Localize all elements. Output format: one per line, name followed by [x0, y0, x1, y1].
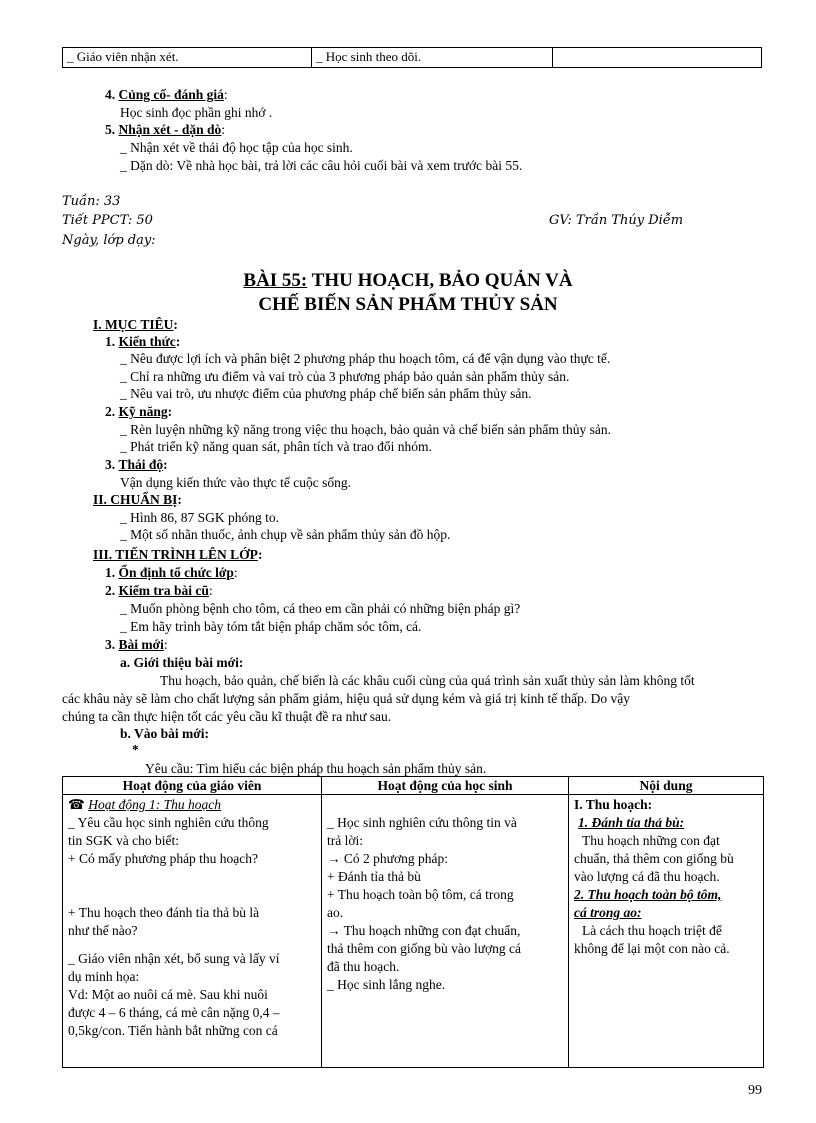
spacer	[68, 940, 316, 950]
table-cell	[553, 48, 762, 68]
skills-heading: 2. Kỹ năng:	[105, 404, 173, 419]
step-2-heading	[105, 582, 213, 600]
section-number: 1.	[105, 565, 116, 580]
content-cell	[569, 795, 764, 1068]
section-title: Kiểm tra bài cũ	[118, 583, 209, 598]
cell-line: _ Học sinh lắng nghe.	[327, 977, 446, 992]
star-marker: *	[132, 742, 139, 757]
week-label: Tuần: 33	[62, 194, 121, 209]
date-label: Ngày, lớp dạy:	[62, 233, 156, 248]
step-1-heading	[105, 564, 238, 582]
table-row	[63, 795, 764, 1068]
section-number: 3.	[105, 457, 116, 472]
section-number: 5.	[105, 122, 116, 137]
phone-icon: ☎	[68, 797, 85, 812]
cell-line: _ Yêu cầu học sinh nghiên cứu thông	[68, 815, 269, 830]
intro-heading: a. Giới thiệu bài mới:	[120, 655, 244, 670]
cell-line: thả thêm con giống bù vào lượng cá	[327, 941, 522, 956]
progress-heading: III. TIẾN TRÌNH LÊN LỚP:	[93, 547, 263, 562]
skills-item: _ Rèn luyện những kỹ năng trong việc thu hoạch, bảo quản và chế biến sản phẩm thủy sản.	[120, 422, 611, 437]
lesson-title-line-2: CHẾ BIẾN SẢN PHẨM THỦY SẢN	[258, 294, 558, 315]
cell-line: 0,5kg/con. Tiến hành bắt những con cá	[68, 1023, 278, 1038]
page-number: 99	[748, 1083, 762, 1098]
cell-line: đã thu hoạch.	[327, 959, 400, 974]
knowledge-item: _ Nêu được lợi ích và phân biệt 2 phương pháp thu hoạch tôm, cá để vận dụng vào thực tế.	[120, 351, 611, 366]
prep-item: _ Hình 86, 87 SGK phóng to.	[120, 510, 280, 525]
section-5-line-1: _ Nhận xét về thái độ học tập của học sinh.	[120, 140, 353, 155]
intro-line: chúng ta cần thực hiện tốt các yêu cầu kĩ thuật đề ra như sau.	[62, 709, 392, 724]
step-3-heading	[105, 636, 168, 654]
heading-text: II. CHUẨN BỊ	[93, 492, 178, 507]
spacer	[68, 868, 316, 904]
section-title: Kỹ năng	[118, 404, 168, 419]
knowledge-heading: 1. Kiến thức:	[105, 334, 181, 349]
activity-title	[68, 796, 316, 814]
cell-line: + Thu hoạch toàn bộ tôm, cá trong	[327, 887, 514, 902]
attitude-heading: 3. Thái độ:	[105, 457, 168, 472]
cell-line: + Có mấy phương pháp thu hoạch?	[68, 851, 259, 866]
section-number: 1.	[105, 334, 116, 349]
period-label: Tiết PPCT: 50	[62, 213, 153, 228]
heading-text: I. MỤC TIÊU	[93, 317, 174, 332]
cell-line: Vd: Một ao nuôi cá mè. Sau khi nuôi	[68, 987, 268, 1002]
lesson-title: THU HOẠCH, BẢO QUẢN VÀ	[307, 270, 573, 291]
student-cell	[322, 795, 569, 1068]
cell-line: vào lượng cá đã thu hoạch.	[574, 869, 720, 884]
section-title: Bài mới	[118, 637, 164, 652]
table-header-row	[63, 777, 764, 795]
activity-label: Hoạt động 1: Thu hoạch	[88, 797, 221, 812]
section-title: Ổn định tổ chức lớp	[118, 565, 234, 580]
knowledge-item: _ Chỉ ra những ưu điểm và vai trò của 3 phương pháp bảo quản sản phẩm thủy sản.	[120, 369, 570, 384]
colon: :	[223, 87, 228, 102]
spacer	[327, 796, 563, 814]
cell-line: trả lời:	[327, 833, 364, 848]
section-number: 2.	[105, 404, 116, 419]
intro-line: các khâu này sẽ làm cho chất lượng sản phẩm giảm, hiệu quả sử dụng kém và giá trị kinh tế thấp. Do vậy	[62, 691, 630, 706]
content-subheading: 1. Đánh tỉa thả bù:	[578, 815, 685, 830]
colon: :	[221, 122, 226, 137]
enter-heading: b. Vào bài mới:	[120, 726, 209, 741]
table-cell: _ Giáo viên nhận xét.	[63, 48, 312, 68]
cell-line: chuẩn, thả thêm con giống bù	[574, 851, 734, 866]
section-title: Nhận xét - dặn dò	[118, 122, 222, 137]
cell-line: không để lại một con nào cả.	[574, 941, 730, 956]
lesson-number: BÀI 55:	[243, 270, 308, 291]
content-heading	[574, 796, 758, 814]
column-header: Hoạt động của giáo viên	[63, 777, 322, 795]
review-question: _ Em hãy trình bày tóm tắt biện pháp chăm sóc tôm, cá.	[120, 619, 422, 634]
heading-text: III. TIẾN TRÌNH LÊN LỚP	[93, 547, 258, 562]
cell-line: Thu hoạch những con đạt	[582, 833, 720, 848]
knowledge-item: _ Nêu vai trò, ưu nhược điểm của phương pháp chế biến sản phẩm thủy sản.	[120, 386, 532, 401]
section-number: 4.	[105, 87, 116, 102]
cell-line: được 4 – 6 tháng, cá mè cân nặng 0,4 –	[68, 1005, 280, 1020]
objectives-heading: I. MỤC TIÊU:	[93, 317, 178, 332]
section-title: Thái độ	[118, 457, 164, 472]
skills-item: _ Phát triển kỹ năng quan sát, phân tích và trao đổi nhóm.	[120, 439, 432, 454]
content-heading-text: I. Thu hoạch:	[574, 797, 653, 812]
section-5-line-2: _ Dặn dò: Về nhà học bài, trả lời các câu hỏi cuối bài và xem trước bài 55.	[120, 158, 523, 173]
cell-line: dụ minh họa:	[68, 969, 140, 984]
content-subheading: 2. Thu hoạch toàn bộ tôm,	[574, 887, 722, 902]
review-question: _ Muốn phòng bệnh cho tôm, cá theo em cần phải có những biện pháp gì?	[120, 601, 521, 616]
section-title: Củng cố- đánh giá	[118, 87, 224, 102]
cell-line: → Thu hoạch những con đạt chuẩn,	[327, 923, 521, 938]
prep-heading: II. CHUẨN BỊ:	[93, 492, 182, 507]
column-header: Nội dung	[569, 777, 764, 795]
column-header: Hoạt động của học sinh	[322, 777, 569, 795]
top-table	[62, 47, 762, 68]
section-number: 3.	[105, 637, 116, 652]
section-4-text: Học sinh đọc phần ghi nhớ .	[120, 105, 273, 120]
cell-line: tin SGK và cho biết:	[68, 833, 179, 848]
attitude-text: Vận dụng kiến thức vào thực tế cuộc sống.	[120, 475, 351, 490]
table-cell: _ Học sinh theo dõi.	[312, 48, 553, 68]
table-row	[63, 48, 762, 68]
cell-line: + Thu hoạch theo đánh tỉa thả bù là	[68, 905, 260, 920]
section-title: Kiến thức	[118, 334, 176, 349]
cell-line: + Đánh tỉa thả bù	[327, 869, 421, 884]
prep-item: _ Một số nhãn thuốc, ảnh chụp về sản phẩm thủy sản đồ hộp.	[120, 527, 451, 542]
activity-table	[62, 776, 764, 1068]
cell-line: như thế nào?	[68, 923, 138, 938]
teacher-cell	[63, 795, 322, 1068]
colon: :	[233, 565, 238, 580]
section-5-heading	[105, 121, 225, 139]
teacher-label: GV: Trần Thúy Diễm	[549, 213, 684, 228]
cell-line: → Có 2 phương pháp:	[327, 851, 448, 866]
section-number: 2.	[105, 583, 116, 598]
lesson-title-line-1	[0, 268, 816, 293]
requirement-text: Yêu cầu: Tìm hiểu các biện pháp thu hoạch sản phẩm thủy sản.	[145, 761, 487, 776]
intro-line: Thu hoạch, bảo quản, chế biến là các khâu cuối cùng của quá trình sản xuất thủy sản làm không tốt	[160, 673, 695, 688]
colon: :	[163, 637, 168, 652]
content-subheading: cá trong ao:	[574, 905, 642, 920]
colon: :	[208, 583, 213, 598]
section-4-heading	[105, 86, 228, 104]
cell-line: _ Giáo viên nhận xét, bổ sung và lấy ví	[68, 951, 280, 966]
cell-line: _ Học sinh nghiên cứu thông tin và	[327, 815, 517, 830]
cell-line: Là cách thu hoạch triệt để	[582, 923, 722, 938]
cell-line: ao.	[327, 905, 344, 920]
